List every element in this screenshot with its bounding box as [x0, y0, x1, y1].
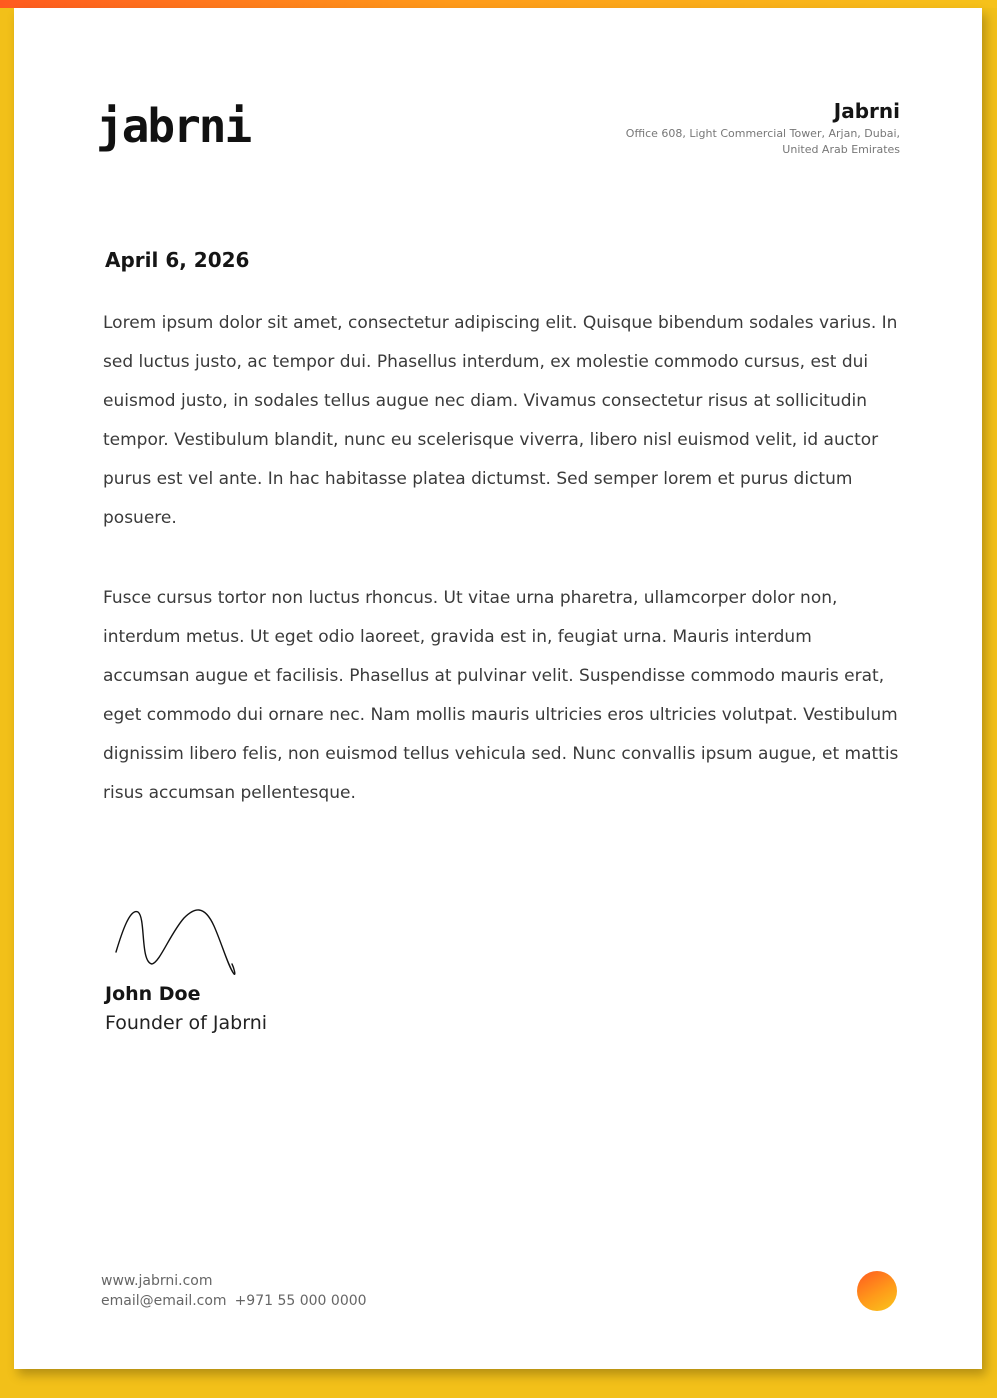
signer-title: Founder of Jabrni [105, 1012, 268, 1034]
top-accent-bar [0, 0, 997, 8]
footer-phone[interactable]: +971 55 000 0000 [234, 1293, 367, 1309]
body-paragraph: Lorem ipsum dolor sit amet, consectetur adipiscing elit. Quisque bibendum sodales varius. In sed luctus justo, ac tempor dui. Phasellus interdum, ex molestie commodo cursus, est dui euismod justo, in sodales tellus augue nec diam. Vivamus consectetur risus at sollicitudin tempor. Vestibulum blandit, nunc eu scelerisque viverra, libero nisl euismod velit, id auctor purus est vel ante. In hac habitasse platea dictumst. Sed semper lorem et purus dictum posuere. [103, 313, 898, 528]
letter-date: April 6, 2026 [105, 248, 250, 272]
signer-name: John Doe [105, 983, 201, 1005]
letterhead-page [14, 8, 982, 1369]
signature-scribble [110, 900, 250, 984]
footer-contacts [101, 1271, 367, 1311]
footer-email[interactable]: email@email.com [101, 1293, 227, 1309]
brand-dot-icon [857, 1271, 897, 1311]
letter-body [103, 304, 903, 854]
company-name: Jabrni [833, 99, 900, 123]
company-info [600, 98, 900, 158]
body-paragraph: Fusce cursus tortor non luctus rhoncus. Ut vitae urna pharetra, ullamcorper dolor non, interdum metus. Ut eget odio laoreet, gravida est in, feugiat urna. Mauris interdum accumsan augue et facilisis. Phasellus at pulvinar velit. Suspendisse commodo mauris erat, eget commodo dui ornare nec. Nam mollis mauris ultricies eros ultricies volutpat. Vestibulum dignissim libero felis, non euismod tellus vehicula sed. Nunc convallis ipsum augue, et mattis risus accumsan pellentesque. [103, 588, 899, 803]
footer-website[interactable]: www.jabrni.com [101, 1273, 213, 1289]
company-logo: jabrni [96, 99, 251, 153]
company-address: Office 608, Light Commercial Tower, Arjan, Dubai, United Arab Emirates [625, 127, 900, 156]
